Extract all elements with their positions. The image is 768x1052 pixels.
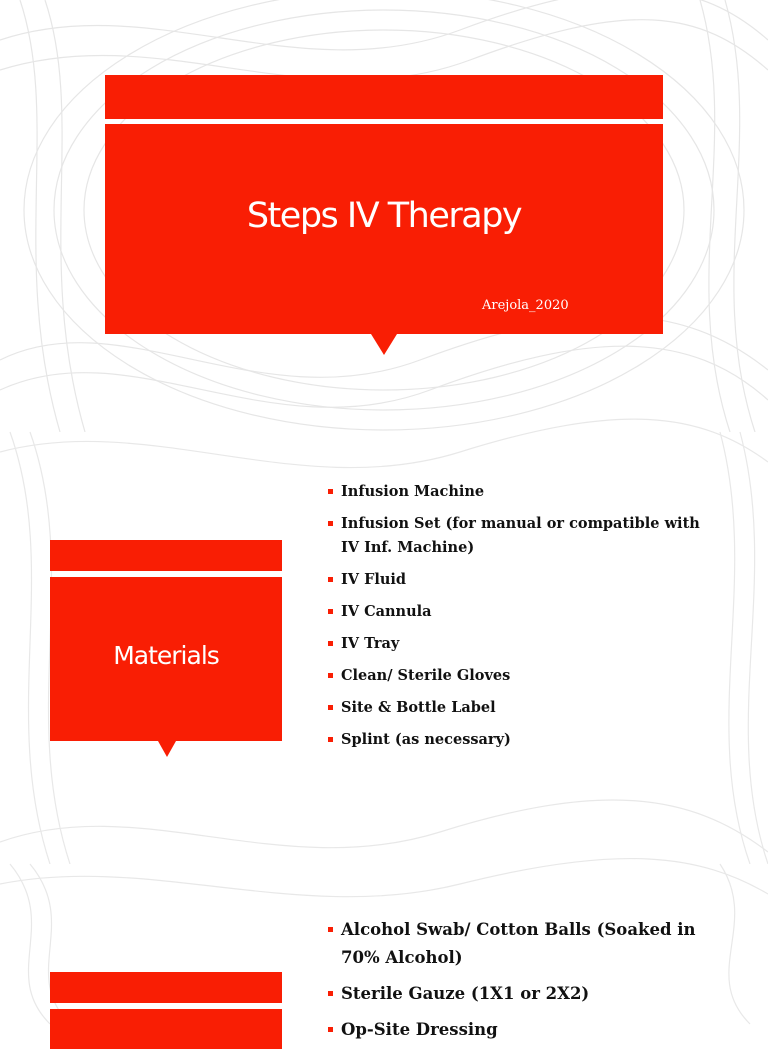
list-item: Clean/ Sterile Gloves: [328, 664, 708, 688]
bullet-icon: [328, 577, 333, 582]
bullet-icon: [328, 489, 333, 494]
section-accent-bar: [50, 972, 282, 1003]
list-item: Infusion Set (for manual or compatible with IV Inf. Machine): [328, 512, 708, 560]
list-item: Splint (as necessary): [328, 728, 708, 752]
bullet-icon: [328, 521, 333, 526]
materials-list: [328, 480, 708, 760]
section-panel: [50, 1009, 282, 1049]
bullet-icon: [328, 609, 333, 614]
bullet-icon: [328, 705, 333, 710]
slide-subtitle: Arejola_2020: [482, 298, 569, 313]
bullet-icon: [328, 737, 333, 742]
section-title: Materials: [113, 641, 219, 670]
list-item: IV Cannula: [328, 600, 708, 624]
list-item: IV Fluid: [328, 568, 708, 592]
list-item: Infusion Machine: [328, 480, 708, 504]
section-accent-bar: [50, 540, 282, 571]
bullet-icon: [328, 641, 333, 646]
section-panel: [50, 577, 282, 741]
title-panel: [105, 124, 663, 334]
list-item: Alcohol Swab/ Cotton Balls (Soaked in 70% Alcohol): [328, 916, 718, 972]
title-slide: [0, 0, 768, 432]
list-item: Op-Site Dressing: [328, 1016, 718, 1044]
title-accent-bar: [105, 75, 663, 119]
title-pointer: [371, 334, 397, 355]
supplies-list: [328, 916, 718, 1052]
bullet-icon: [328, 1027, 333, 1032]
list-item: Site & Bottle Label: [328, 696, 708, 720]
materials-slide: [0, 432, 768, 864]
bullet-icon: [328, 991, 333, 996]
section-pointer: [158, 741, 176, 757]
slide-title: Steps IV Therapy: [246, 196, 522, 236]
bullet-icon: [328, 927, 333, 932]
list-item: IV Tray: [328, 632, 708, 656]
bullet-icon: [328, 673, 333, 678]
list-item: Sterile Gauze (1X1 or 2X2): [328, 980, 718, 1008]
supplies-slide: [0, 864, 768, 1039]
